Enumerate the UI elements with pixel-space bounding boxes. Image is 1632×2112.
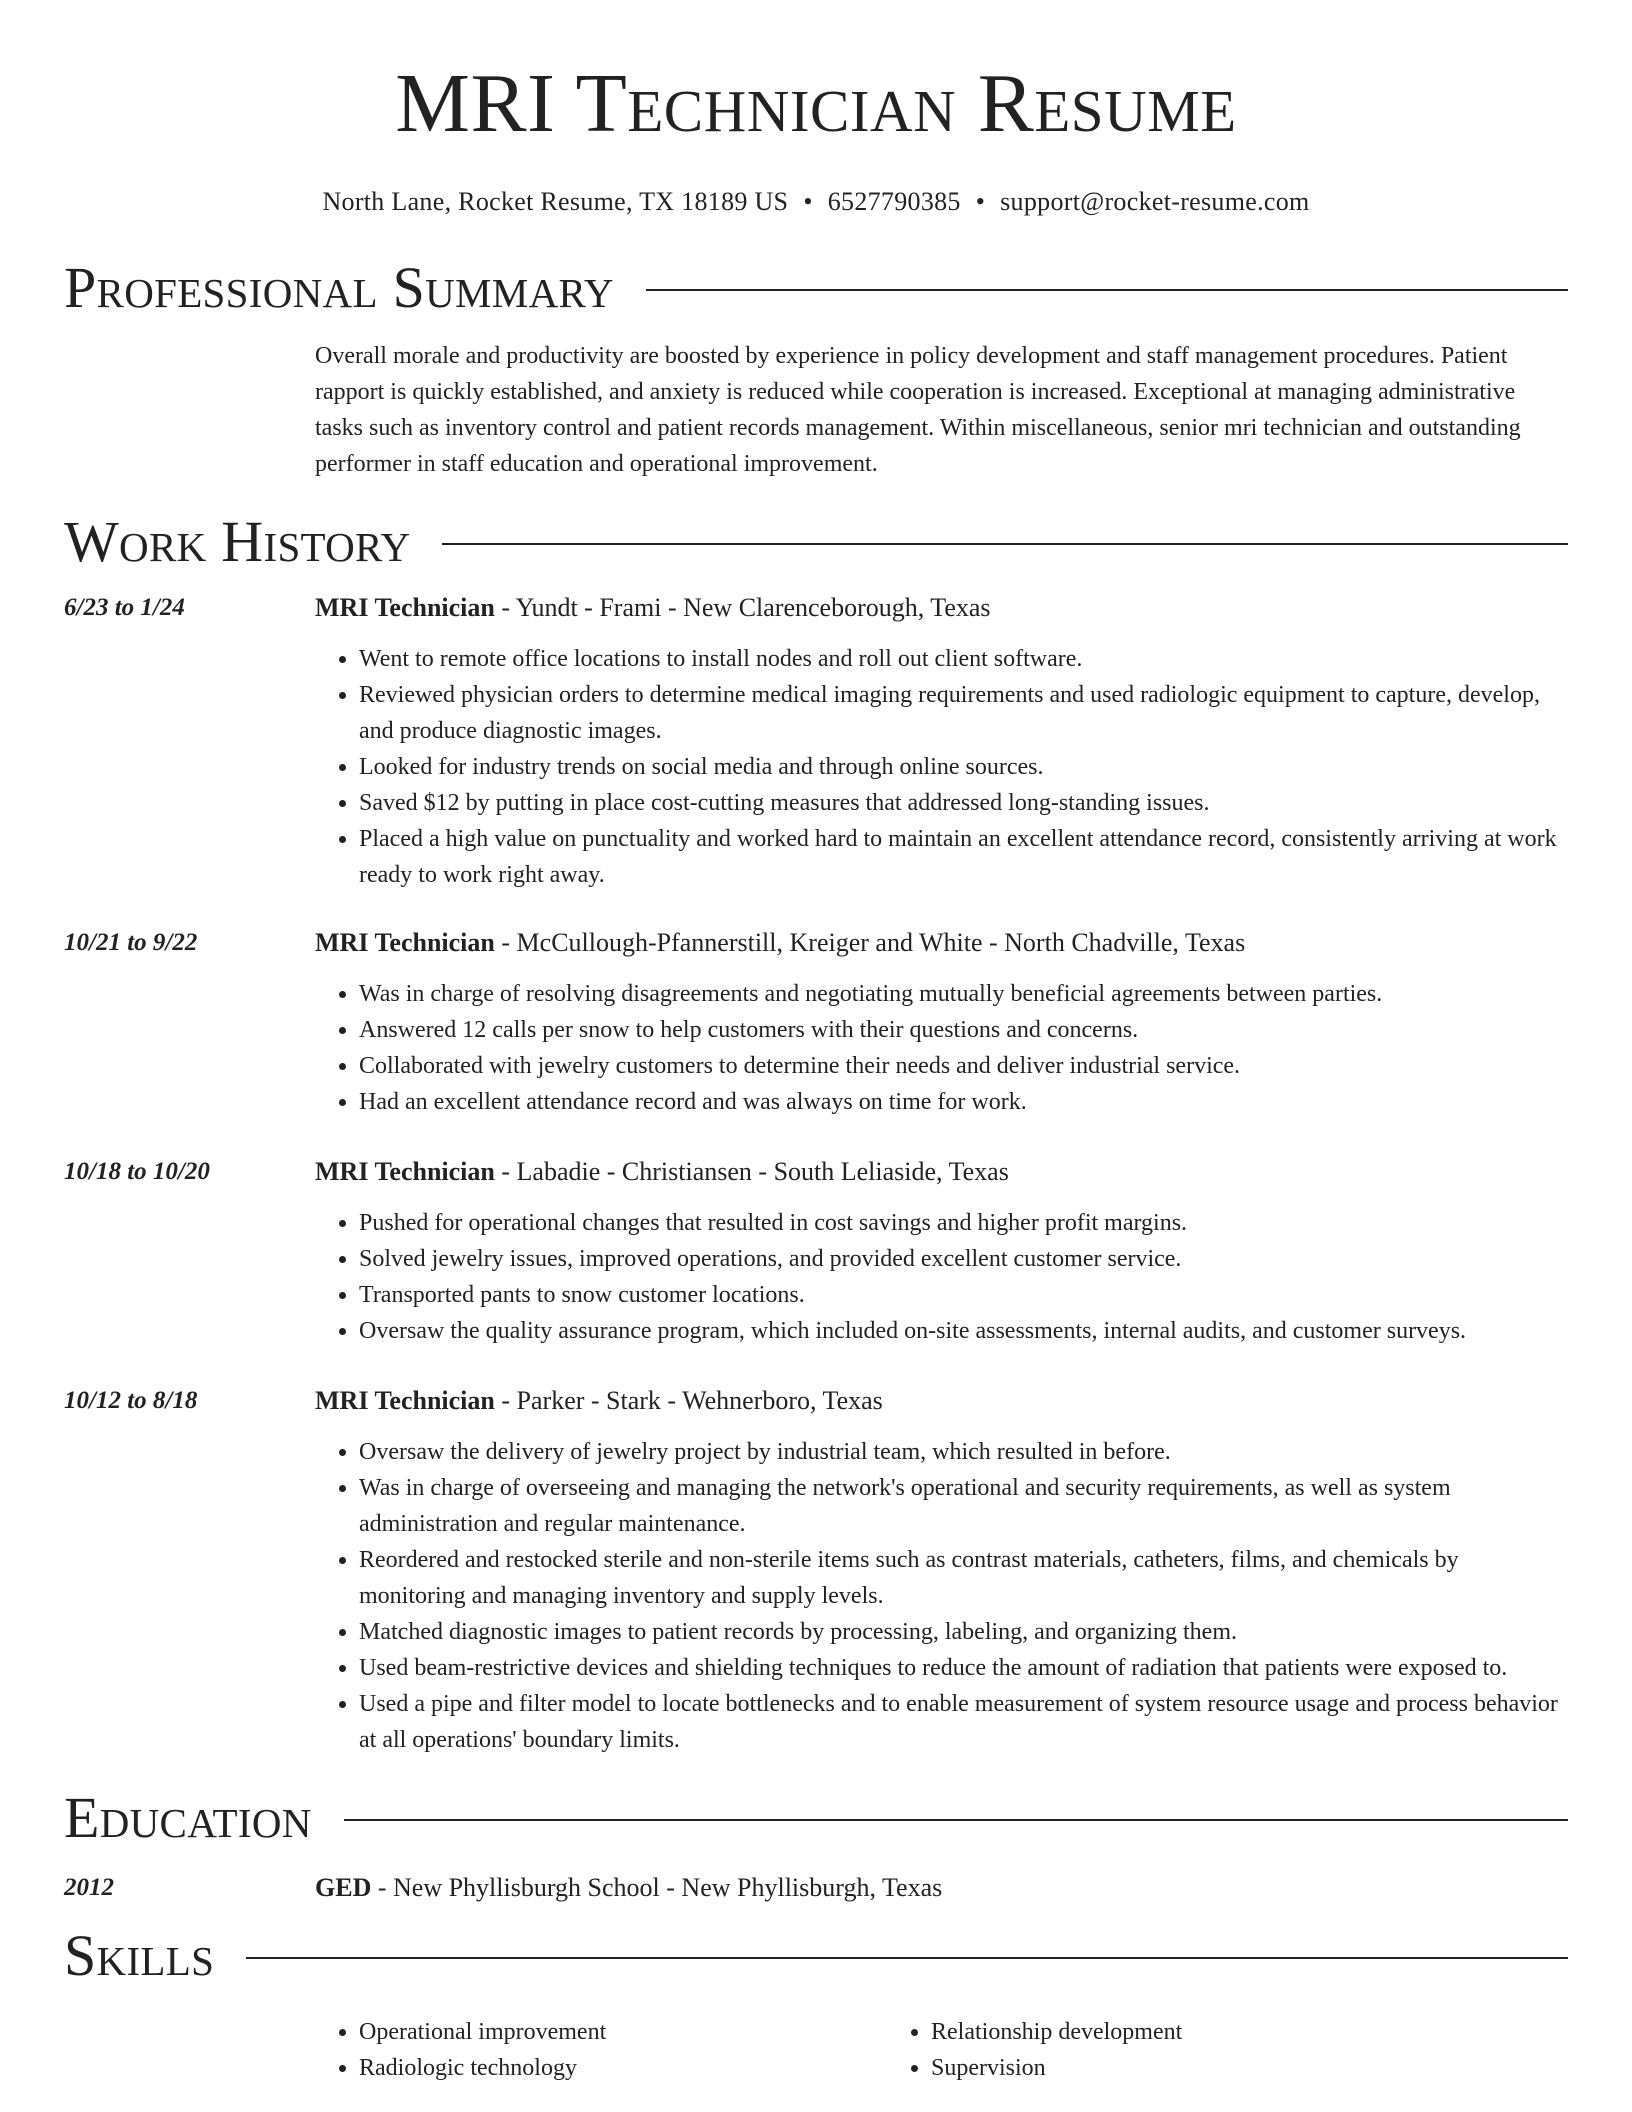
education-heading: Education xyxy=(64,1785,312,1850)
job-bullet: • Saved $12 by putting in place cost-cutting measures that addressed long-standing issues. xyxy=(359,785,1568,821)
job-dates: 6/23 to 1/24 xyxy=(64,594,185,621)
education-body xyxy=(315,1872,942,1904)
skills-list xyxy=(315,2014,1568,2086)
contact-separator: • xyxy=(975,187,986,216)
job-title: MRI Technician xyxy=(315,1157,495,1186)
skills-heading: Skills xyxy=(64,1923,215,1988)
job-body xyxy=(315,592,1568,893)
job-bullet: • Reviewed physician orders to determine medical imaging requirements and used radiologic equipment to capture, develop, and produce diagnostic images. xyxy=(359,677,1568,749)
job-header xyxy=(315,592,1568,624)
job-bullet: • Went to remote office locations to install nodes and roll out client software. xyxy=(359,641,1568,677)
job-bullet: • Solved jewelry issues, improved operations, and provided excellent customer service. xyxy=(359,1241,1568,1277)
job-dates: 10/21 to 9/22 xyxy=(64,929,198,956)
job-bullet: • Reordered and restocked sterile and non-sterile items such as contrast materials, catheters, films, and chemicals by monitoring and managing inventory and supply levels. xyxy=(359,1542,1568,1614)
job-bullet: • Transported pants to snow customer locations. xyxy=(359,1277,1568,1313)
job-bullet: • Used beam-restrictive devices and shielding techniques to reduce the amount of radiation that patients were exposed to. xyxy=(359,1650,1568,1686)
job-header xyxy=(315,1156,1568,1188)
job-entry xyxy=(64,1156,1568,1349)
skill-item: • Radiologic technology xyxy=(359,2050,887,2086)
job-title: MRI Technician xyxy=(315,928,495,957)
job-bullets xyxy=(315,641,1568,893)
job-bullet: • Pushed for operational changes that resulted in cost savings and higher profit margins. xyxy=(359,1205,1568,1241)
job-bullet: • Placed a high value on punctuality and worked hard to maintain an excellent attendance record, consistently arriving at work ready to work right away. xyxy=(359,821,1568,893)
job-bullet: • Oversaw the delivery of jewelry project by industrial team, which resulted in before. xyxy=(359,1434,1568,1470)
work-heading: Work History xyxy=(64,509,411,574)
job-dates: 10/12 to 8/18 xyxy=(64,1387,198,1414)
job-entry xyxy=(64,927,1568,1120)
section-divider xyxy=(246,1957,1568,1959)
job-dates: 10/18 to 10/20 xyxy=(64,1158,210,1185)
job-entry xyxy=(64,592,1568,893)
job-body xyxy=(315,1156,1568,1349)
contact-separator: • xyxy=(803,187,813,216)
job-bullets xyxy=(315,1434,1568,1758)
work-section-header xyxy=(64,510,1568,574)
job-bullet: • Collaborated with jewelry customers to determine their needs and deliver industrial service. xyxy=(359,1048,1568,1084)
job-title: MRI Technician xyxy=(315,1386,495,1415)
education-date: 2012 xyxy=(64,1874,114,1901)
job-header xyxy=(315,1385,1568,1417)
contact-email: support@rocket-resume.com xyxy=(1000,187,1310,216)
section-divider xyxy=(442,543,1568,545)
contact-phone: 6527790385 xyxy=(827,187,961,216)
education-entry xyxy=(64,1872,1568,1904)
skill-item: • Relationship development xyxy=(931,2014,1182,2050)
section-divider xyxy=(344,1819,1568,1821)
job-details: - McCullough-Pfannerstill, Kreiger and White - North Chadville, Texas xyxy=(494,928,1246,957)
section-divider xyxy=(646,289,1568,291)
contact-address: North Lane, Rocket Resume, TX 18189 US xyxy=(322,187,789,216)
summary-text: Overall morale and productivity are boosted by experience in policy development and staff management procedures. Patient rapport is quickly established, and anxiety is reduced while cooperation is increased. Exceptional at managing administrative tasks such as inventory control and patient records management. Within miscellaneous, senior mri technician and outstanding performer in staff education and operational improvement. xyxy=(315,343,1521,477)
skills-column-right xyxy=(887,2014,1182,2086)
contact-line xyxy=(64,186,1568,218)
job-title: MRI Technician xyxy=(315,593,495,622)
job-bullets xyxy=(315,976,1568,1120)
summary-section-header xyxy=(64,256,1568,320)
job-bullets xyxy=(315,1205,1568,1349)
job-details: - Yundt - Frami - New Clarenceborough, Texas xyxy=(494,593,991,622)
job-details: - Parker - Stark - Wehnerboro, Texas xyxy=(494,1386,883,1415)
education-section-header xyxy=(64,1786,1568,1850)
job-body xyxy=(315,1385,1568,1758)
resume-title: MRI Technician Resume xyxy=(395,57,1237,150)
job-bullet: • Matched diagnostic images to patient records by processing, labeling, and organizing them. xyxy=(359,1614,1568,1650)
summary-heading: Professional Summary xyxy=(64,255,614,320)
job-header xyxy=(315,927,1568,959)
job-bullet: • Was in charge of resolving disagreements and negotiating mutually beneficial agreements between parties. xyxy=(359,976,1568,1012)
job-bullet: • Answered 12 calls per snow to help customers with their questions and concerns. xyxy=(359,1012,1568,1048)
skill-item: • Supervision xyxy=(931,2050,1182,2086)
job-bullet: • Oversaw the quality assurance program, which included on-site assessments, internal audits, and customer surveys. xyxy=(359,1313,1568,1349)
skill-item: • Operational improvement xyxy=(359,2014,887,2050)
skills-column-left xyxy=(315,2014,887,2086)
job-entry xyxy=(64,1385,1568,1758)
education-details: - New Phyllisburgh School - New Phyllisburgh, Texas xyxy=(371,1873,943,1902)
job-bullet: • Used a pipe and filter model to locate bottlenecks and to enable measurement of system resource usage and process behavior at all operations' boundary limits. xyxy=(359,1686,1568,1758)
job-bullet: • Had an excellent attendance record and was always on time for work. xyxy=(359,1084,1568,1120)
job-bullet: • Looked for industry trends on social media and through online sources. xyxy=(359,749,1568,785)
job-bullet: • Was in charge of overseeing and managing the network's operational and security requirements, as well as system administration and regular maintenance. xyxy=(359,1470,1568,1542)
job-details: - Labadie - Christiansen - South Leliaside, Texas xyxy=(494,1157,1009,1186)
job-body xyxy=(315,927,1568,1120)
skills-section-header xyxy=(64,1924,1568,1988)
education-degree: GED xyxy=(315,1873,372,1902)
